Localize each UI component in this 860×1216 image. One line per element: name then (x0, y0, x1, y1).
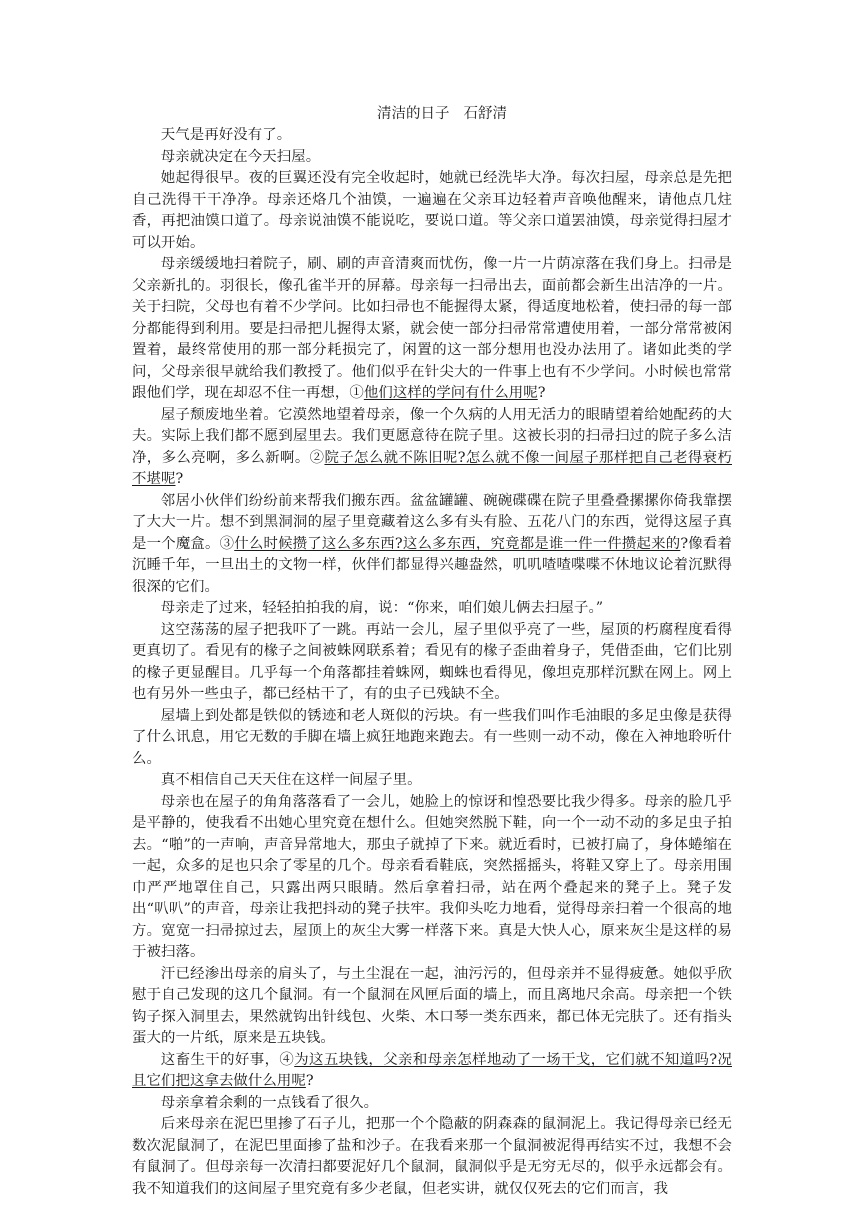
underlined-question-3: 什么时候攒了这么多东西?这么多东西，究竟都是谁一件一件攒起来的 (234, 535, 681, 552)
paragraph (132, 706, 732, 771)
author-name: 石舒清 (463, 106, 507, 122)
paragraph-text: 母亲缓缓地扫着院子，刷、刷的声音清爽而忧伤，像一片一片荫凉落在我们身上。扫帚是父亲新扎的。羽很长，像孔雀半开的屏幕。母亲每一扫帚出去，面前都会新生出洁净的一片。关于扫院，父母也有着不少学问。比如扫帚也不能握得太紧，得适度地松着，使扫帚的每一部分都能得到利用。要是扫帚把儿握得太紧，就会使一部分扫帚常常遭使用着，一部分常常被闲置着，最终常使用的那一部分耗损完了，闲置的这一部分想用也没办法用了。诸如此类的学问，父母亲很早就给我们教授了。他们似乎在针尖大的一件事上也有不少学问。小时候也常常跟他们学，现在却忍不住一再想，① (132, 256, 732, 401)
paragraph (132, 1050, 732, 1093)
document-title (132, 103, 732, 125)
paragraph (132, 770, 732, 792)
paragraph (132, 254, 732, 405)
paragraph-text: 这畜生干的好事，④ (160, 1051, 295, 1068)
paragraph (132, 620, 732, 706)
paragraph (132, 598, 732, 620)
paragraph-text: 天气是再好没有了。 (160, 127, 292, 143)
underlined-question-4: 为这五块钱，父亲和母亲怎样地动了一场干戈，它们就不知道吗?况且它们把这拿去做什么用呢 (132, 1051, 732, 1089)
underlined-question-2: 院子怎么就不陈旧呢?怎么就不像一间屋子那样把自己老得衰朽不堪呢 (132, 449, 732, 487)
paragraph-text: 汗已经渗出母亲的肩头了，与土尘混在一起，油污污的，但母亲并不显得疲惫。她似乎欣慰于自己发现的这几个鼠洞。有一个鼠洞在风匣后面的墙上，而且离地尺余高。母亲把一个铁钩子探入洞里去，果然就钩出针线包、火柴、木口琴一类东西来，都已体无完肤了。还有指头蛋大的一片纸，原来是五块钱。 (132, 965, 732, 1046)
paragraph-text: ? (305, 1073, 314, 1089)
paragraph-text: 她起得很早。夜的巨翼还没有完全收起时，她就已经洗毕大净。每次扫屋，母亲总是先把自己洗得干干净净。母亲还烙几个油馍，一遍遍在父亲耳边轻着声音唤他醒来，请他点几炷香，再把油馍口道了。母亲说油馍不能说吃，要说口道。等父亲口道罢油馍，母亲觉得扫屋才可以开始。 (132, 170, 732, 251)
paragraph-text: 屋墙上到处都是铁似的锈迹和老人斑似的污块。有一些我们叫作毛油眼的多足虫像是获得了什么讯息，用它无数的手脚在墙上疯狂地跑来跑去。有一些则一动不动，像在入神地聆听什么。 (132, 707, 732, 767)
paragraph-text: 这空荡荡的屋子把我吓了一跳。再站一会儿，屋子里似乎亮了一些，屋顶的朽腐程度看得更真切了。看见有的椽子之间被蛛网联系着；看见有的椽子歪曲着身子，凭借歪曲，它们比别的椽子更显醒目。几乎每一个角落都挂着蛛网，蜘蛛也看得见，像坦克那样沉默在网上。网上也有另外一些虫子，都已经枯干了，有的虫子已残缺不全。 (132, 621, 732, 702)
paragraph (132, 964, 732, 1050)
paragraph (132, 125, 732, 147)
paragraph (132, 792, 732, 964)
paragraph-text: 屋子颓废地坐着。它漠然地望着母亲，像一个久病的人用无活力的眼睛望着给她配药的大夫。实际上我们都不愿到屋里去。我们更愿意待在院子里。这被长羽的扫帚扫过的院子多么洁净，多么亮啊，多么新啊。② (132, 406, 732, 466)
paragraph (132, 1093, 732, 1115)
title-text: 清洁的日子 (377, 106, 450, 122)
paragraph-text: 母亲就决定在今天扫屋。 (160, 148, 321, 165)
paragraph-text: 母亲拿着余剩的一点钱看了很久。 (160, 1094, 379, 1111)
paragraph (132, 168, 732, 254)
paragraph (132, 1114, 732, 1200)
paragraph-text: 后来母亲在泥巴里掺了石子儿，把那一个个隐蔽的阴森森的鼠洞泥上。我记得母亲已经无数次泥鼠洞了，在泥巴里面掺了盐和沙子。在我看来那一个鼠洞被泥得再结实不过，我想不会有鼠洞了。但母亲每一次清扫都要泥好几个鼠洞，鼠洞似乎是无穷无尽的，似乎永远都会有。我不知道我们的这间屋子里究竟有多少老鼠，但老实讲，就仅仅死去的它们而言，我 (132, 1116, 732, 1197)
paragraph-text: 真不相信自己天天住在这样一间屋子里。 (160, 772, 422, 788)
paragraph-text: ? (175, 471, 184, 487)
paragraph-text: ?像看着沉睡千年，一旦出土的文物一样，伙伴们都显得兴趣盎然，叽叽喳喳喋喋不休地议论着沉默得很深的它们。 (132, 535, 732, 595)
document-page (132, 103, 732, 1200)
paragraph-text: ? (537, 385, 546, 401)
paragraph-text: 母亲也在屋子的角角落落看了一会儿，她脸上的惊讶和惶恐要比我少得多。母亲的脸几乎是平静的，使我看不出她心里究竟在想什么。但她突然脱下鞋，向一个一动不动的多足虫子拍去。“啪”的一声响，声音异常地大，那虫子就掉了下来。就近看时，已被打扁了，身体蜷缩在一起，众多的足也只余了零星的几个。母亲看看鞋底，突然摇摇头，将鞋又穿上了。母亲用围巾严严地罩住自己，只露出两只眼睛。然后拿着扫帚，站在两个叠起来的凳子上。凳子发出“叭叭”的声音，母亲让我把抖动的凳子扶牢。我仰头吃力地看，觉得母亲扫着一个很高的地方。宽宽一扫帚掠过去，屋顶上的灰尘大雾一样落下来。真是大快人心，原来灰尘是这样的易于被扫落。 (132, 793, 732, 960)
paragraph-text: 邻居小伙伴们纷纷前来帮我们搬东西。盆盆罐罐、碗碗碟碟在院子里叠叠摞摞你倚我靠摆了大大一片。想不到黑洞洞的屋子里竟藏着这么多有头有脸、五花八门的东西，觉得这屋子真是一个魔盒。③ (132, 492, 732, 552)
paragraph (132, 405, 732, 491)
paragraph-text: 母亲走了过来，轻轻拍拍我的肩，说：“你来，咱们娘儿俩去扫屋子。” (160, 600, 604, 616)
paragraph (132, 147, 732, 169)
underlined-question-1: 他们这样的学问有什么用呢 (363, 385, 538, 401)
paragraph (132, 491, 732, 599)
